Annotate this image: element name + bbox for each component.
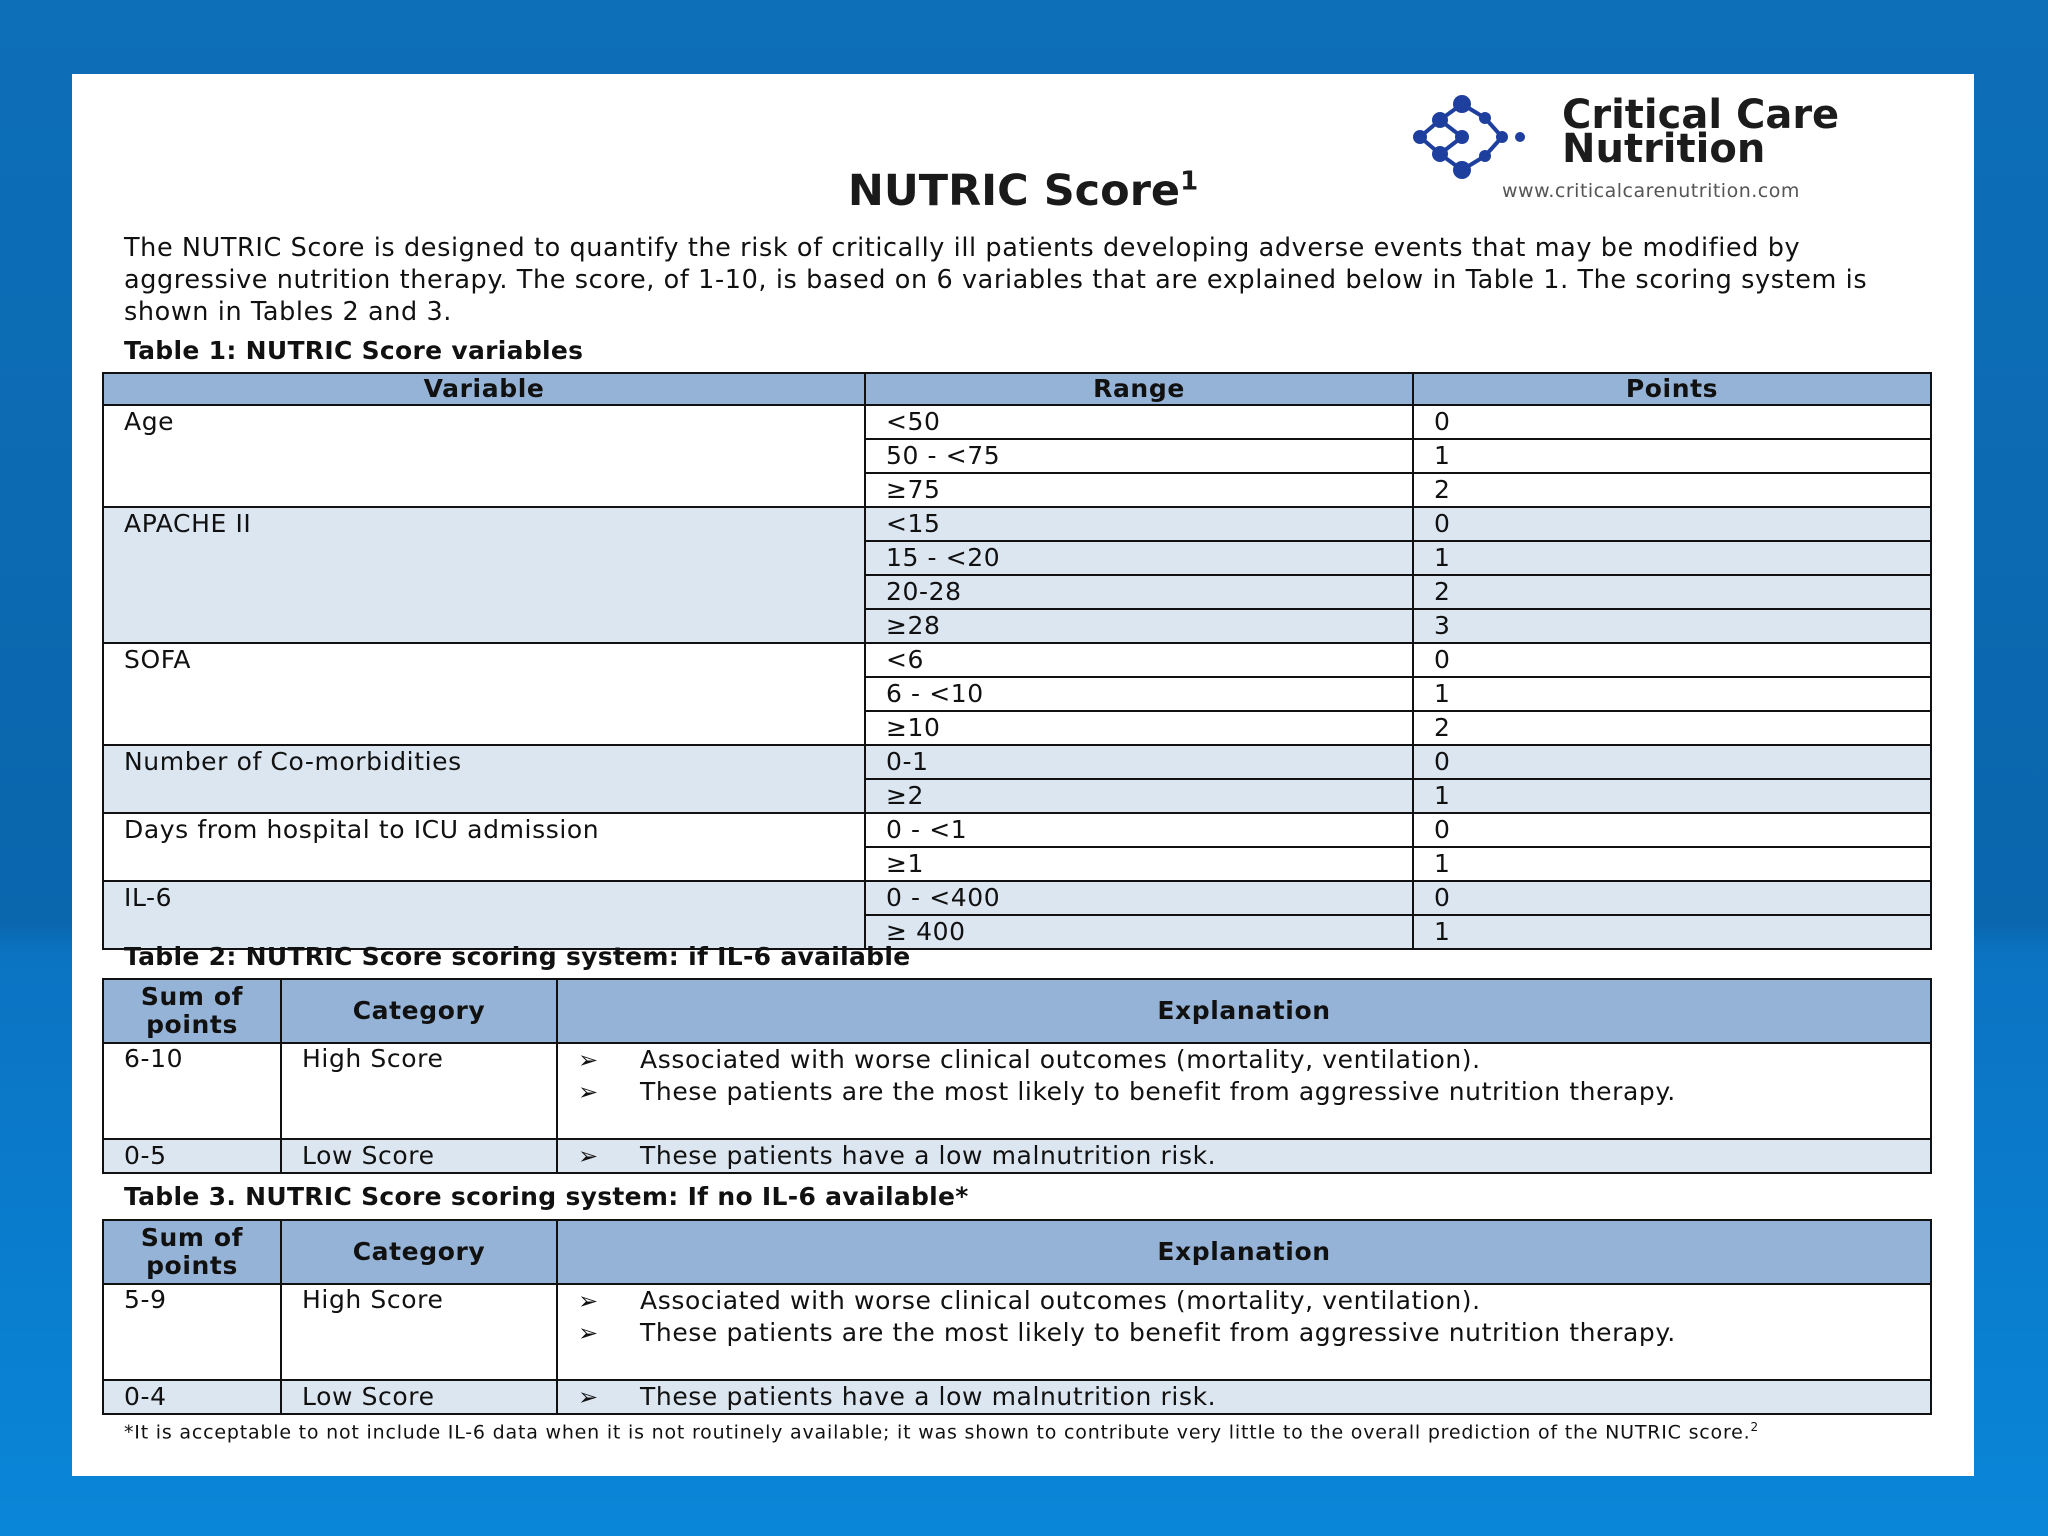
nutric-variables-table <box>102 372 1932 950</box>
footnote <box>124 1414 1944 1445</box>
variable-cell: Days from hospital to ICU admission <box>103 813 865 881</box>
table3-sum: 0-4 <box>103 1380 281 1414</box>
points-cell: 0 <box>1413 405 1931 439</box>
table-row <box>103 643 1931 677</box>
points-cell: 2 <box>1413 575 1931 609</box>
table2-category: High Score <box>281 1043 557 1139</box>
variable-cell: Number of Co-morbidities <box>103 745 865 813</box>
title-superscript: 1 <box>1180 166 1199 197</box>
table2-explanation <box>557 1139 1931 1173</box>
points-cell: 1 <box>1413 541 1931 575</box>
variable-cell: IL-6 <box>103 881 865 949</box>
points-cell: 0 <box>1413 881 1931 915</box>
logo-url: www.criticalcarenutrition.com <box>1502 180 1800 202</box>
table1-header-range: Range <box>865 373 1413 405</box>
table2-sum: 6-10 <box>103 1043 281 1139</box>
range-cell: 0-1 <box>865 745 1413 779</box>
table3-caption: Table 3. NUTRIC Score scoring system: If no IL-6 available* <box>124 1182 969 1211</box>
table3-header-sum: Sum of points <box>103 1220 281 1284</box>
scoring-table-with-il6 <box>102 978 1932 1174</box>
range-cell: 0 - <400 <box>865 881 1413 915</box>
table3-sum: 5-9 <box>103 1284 281 1380</box>
logo-brand-line1: Critical Care <box>1562 92 1840 138</box>
range-cell: ≥75 <box>865 473 1413 507</box>
points-cell: 1 <box>1413 915 1931 949</box>
table1-body <box>103 405 1931 949</box>
range-cell: ≥1 <box>865 847 1413 881</box>
title-text: NUTRIC Score <box>847 166 1181 216</box>
table2-header-category: Category <box>281 979 557 1043</box>
points-cell: 1 <box>1413 779 1931 813</box>
table-row <box>103 1139 1931 1173</box>
points-cell: 1 <box>1413 677 1931 711</box>
list-item: ➢ These patients are the most likely to benefit from aggressive nutrition therapy. <box>578 1076 1930 1108</box>
range-cell: ≥2 <box>865 779 1413 813</box>
range-cell: <15 <box>865 507 1413 541</box>
range-cell: 50 - <75 <box>865 439 1413 473</box>
table2-sum: 0-5 <box>103 1139 281 1173</box>
table3-explanation <box>557 1380 1931 1414</box>
range-cell: <50 <box>865 405 1413 439</box>
table1-header-points: Points <box>1413 373 1931 405</box>
range-cell: 20-28 <box>865 575 1413 609</box>
table-row <box>103 1380 1931 1414</box>
table3-explanation <box>557 1284 1931 1380</box>
points-cell: 2 <box>1413 473 1931 507</box>
table2-category: Low Score <box>281 1139 557 1173</box>
table-row <box>103 507 1931 541</box>
table2-caption: Table 2: NUTRIC Score scoring system: if IL-6 available <box>124 942 911 971</box>
list-item: ➢ These patients have a low malnutrition risk. <box>578 1140 1930 1172</box>
points-cell: 3 <box>1413 609 1931 643</box>
range-cell: ≥10 <box>865 711 1413 745</box>
table3-header-category: Category <box>281 1220 557 1284</box>
variable-cell: APACHE II <box>103 507 865 643</box>
table3-header-explanation: Explanation <box>557 1220 1931 1284</box>
table3-category: High Score <box>281 1284 557 1380</box>
range-cell: 15 - <20 <box>865 541 1413 575</box>
list-item: ➢ These patients have a low malnutrition risk. <box>578 1381 1930 1413</box>
points-cell: 0 <box>1413 745 1931 779</box>
table2-header-sum: Sum of points <box>103 979 281 1043</box>
logo-brand-line2: Nutrition <box>1562 126 1766 172</box>
table-row <box>103 1043 1931 1139</box>
points-cell: 0 <box>1413 813 1931 847</box>
table2-explanation <box>557 1043 1931 1139</box>
table3-category: Low Score <box>281 1380 557 1414</box>
footnote-superscript: 2 <box>1750 1420 1759 1434</box>
scoring-table-without-il6 <box>102 1219 1932 1415</box>
table2-header-explanation: Explanation <box>557 979 1931 1043</box>
table1-caption: Table 1: NUTRIC Score variables <box>124 336 584 365</box>
points-cell: 2 <box>1413 711 1931 745</box>
range-cell: ≥28 <box>865 609 1413 643</box>
intro-paragraph: The NUTRIC Score is designed to quantify the risk of critically ill patients developing adverse events that may be modified by aggressive nutrition therapy. The score, of 1-10, is based on 6 variables that are explained below in Table 1. The scoring system is shown in Tables 2 and 3. <box>124 233 1868 327</box>
points-cell: 1 <box>1413 439 1931 473</box>
variable-cell: Age <box>103 405 865 507</box>
footnote-text: *It is acceptable to not include IL-6 data when it is not routinely available; it was shown to contribute very little to the overall prediction of the NUTRIC score. <box>124 1421 1751 1444</box>
table1-header-variable: Variable <box>103 373 865 405</box>
list-item: ➢ Associated with worse clinical outcomes (mortality, ventilation). <box>578 1285 1930 1317</box>
points-cell: 0 <box>1413 643 1931 677</box>
document-page <box>72 74 1974 1476</box>
points-cell: 1 <box>1413 847 1931 881</box>
table-row <box>103 881 1931 915</box>
range-cell: 6 - <10 <box>865 677 1413 711</box>
table-row <box>103 745 1931 779</box>
variable-cell: SOFA <box>103 643 865 745</box>
logo-brand-name <box>1562 92 1962 172</box>
range-cell: 0 - <1 <box>865 813 1413 847</box>
range-cell: <6 <box>865 643 1413 677</box>
list-item: ➢ These patients are the most likely to benefit from aggressive nutrition therapy. <box>578 1317 1930 1349</box>
list-item: ➢ Associated with worse clinical outcomes (mortality, ventilation). <box>578 1044 1930 1076</box>
table-row <box>103 405 1931 439</box>
range-cell: ≥ 400 <box>865 915 1413 949</box>
table-row <box>103 1284 1931 1380</box>
points-cell: 0 <box>1413 507 1931 541</box>
table-row <box>103 813 1931 847</box>
page-title <box>72 166 1974 216</box>
